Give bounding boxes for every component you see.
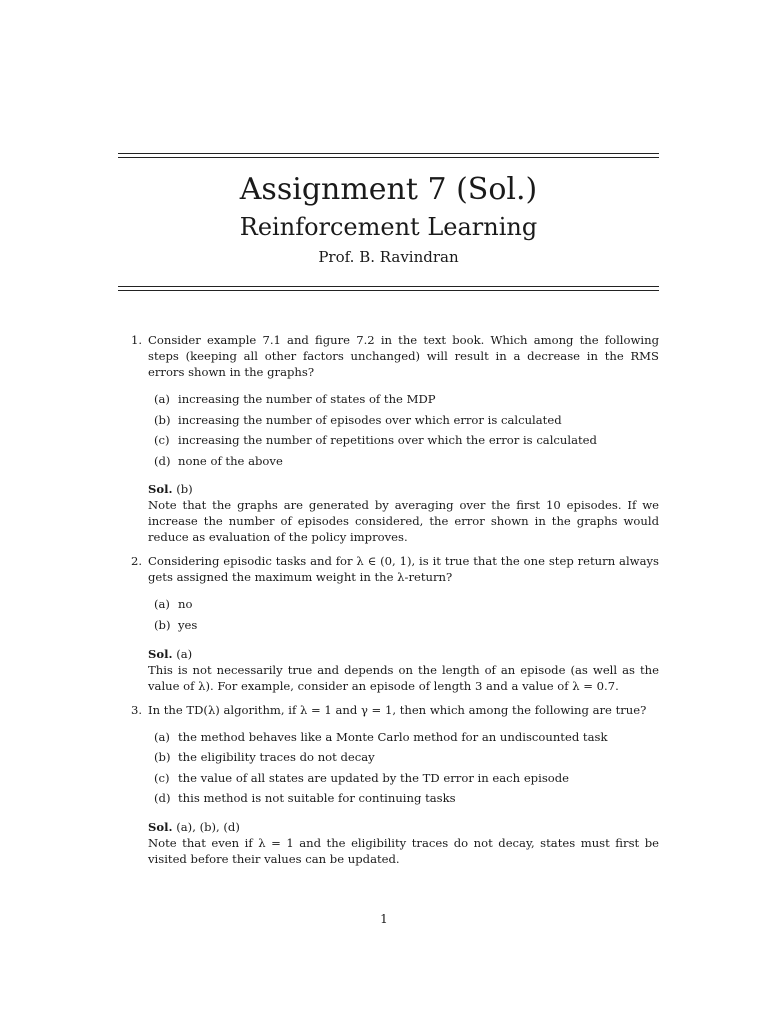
option-text: none of the above xyxy=(178,453,283,468)
solution-explanation: This is not necessarily true and depends on the length of an episode (as well as the value of λ). For example, consider an episode of length 3 and a value of λ = 0.7. xyxy=(148,662,659,693)
question-list xyxy=(118,332,659,875)
solution-explanation: Note that even if λ = 1 and the eligibility traces do not decay, states must first be visited before their values can be updated. xyxy=(148,835,659,866)
option-label: (b) xyxy=(154,617,171,632)
question-1 xyxy=(118,332,659,545)
top-double-rule xyxy=(118,153,659,158)
option-d xyxy=(154,788,659,809)
option-label: (a) xyxy=(154,729,170,744)
solution-label: Sol. xyxy=(148,482,173,497)
solution-answer: (a) xyxy=(176,646,193,661)
solution-label: Sol. xyxy=(148,819,173,834)
option-text: increasing the number of repetitions over which the error is calculated xyxy=(178,433,597,448)
question-number: 1. xyxy=(130,333,142,347)
option-b xyxy=(154,410,659,431)
option-label: (b) xyxy=(154,412,171,427)
solution-header xyxy=(148,819,659,835)
option-c xyxy=(154,768,659,789)
question-text: Considering episodic tasks and for λ ∈ (0, 1), is it true that the one step return always gets assigned the maximum weight in the λ-return? xyxy=(148,554,659,585)
option-label: (c) xyxy=(154,770,170,785)
solution-header xyxy=(148,481,659,497)
solution-label: Sol. xyxy=(148,646,173,661)
question-2 xyxy=(118,553,659,693)
page-number: 1 xyxy=(380,912,388,926)
option-a xyxy=(154,594,659,615)
option-text: the value of all states are updated by the TD error in each episode xyxy=(178,770,570,785)
solution-answer: (a), (b), (d) xyxy=(176,819,240,834)
option-c xyxy=(154,430,659,451)
option-b xyxy=(154,747,659,768)
option-text: no xyxy=(178,597,193,612)
option-a xyxy=(154,389,659,410)
option-label: (a) xyxy=(154,392,170,406)
question-text: Consider example 7.1 and figure 7.2 in the text book. Which among the following steps (keeping all other factors unchanged) will result in a decrease in the RMS errors shown in the graphs? xyxy=(148,333,659,379)
page-title: Assignment 7 (Sol.) xyxy=(239,172,538,207)
author-line: Prof. B. Ravindran xyxy=(318,248,459,266)
option-label: (b) xyxy=(154,750,171,765)
option-d xyxy=(154,451,659,472)
option-text: yes xyxy=(178,617,198,632)
option-label: (d) xyxy=(154,791,171,806)
question-number: 2. xyxy=(130,554,142,569)
option-text: the method behaves like a Monte Carlo method for an undiscounted task xyxy=(178,729,608,744)
solution-explanation: Note that the graphs are generated by averaging over the first 10 episodes. If we increase the number of episodes considered, the error shown in the graphs would reduce as evaluation of the policy improves. xyxy=(148,498,659,545)
option-label: (c) xyxy=(154,433,170,448)
question-number: 3. xyxy=(130,702,142,717)
question-text: In the TD(λ) algorithm, if λ = 1 and γ = 1, then which among the following are true? xyxy=(148,702,647,717)
option-label: (a) xyxy=(154,597,170,612)
option-text: this method is not suitable for continuing tasks xyxy=(178,791,456,806)
solution-answer: (b) xyxy=(176,482,193,497)
bottom-double-rule xyxy=(118,286,659,291)
option-a xyxy=(154,727,659,748)
solution-header xyxy=(148,646,659,662)
page-subtitle: Reinforcement Learning xyxy=(239,213,538,241)
option-label: (d) xyxy=(154,453,171,468)
option-list xyxy=(154,594,659,635)
option-text: increasing the number of states of the MDP xyxy=(178,392,436,406)
option-list xyxy=(154,727,659,809)
question-3 xyxy=(118,702,659,867)
option-list xyxy=(154,389,659,471)
option-text: increasing the number of episodes over which error is calculated xyxy=(178,412,562,427)
option-text: the eligibility traces do not decay xyxy=(178,750,375,765)
option-b xyxy=(154,615,659,636)
